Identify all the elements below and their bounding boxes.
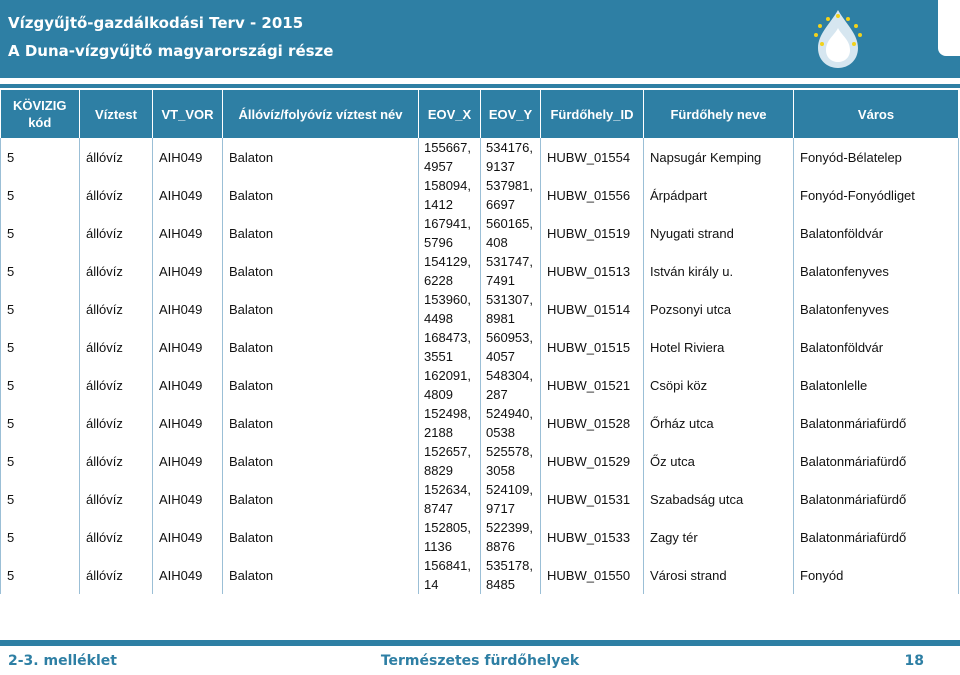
bathing-site-id-cell: HUBW_01533 [541, 518, 644, 556]
eov-x-cell-line2: 1136 [424, 539, 452, 554]
column-header: VT_VOR [153, 90, 223, 138]
eov-x-cell [419, 214, 481, 252]
eov-y-cell [481, 518, 541, 556]
eov-y-cell-line2: 3058 [486, 463, 515, 478]
table-row [1, 328, 959, 366]
eov-y-cell [481, 138, 541, 176]
eov-y-cell-line1: 560953, [486, 330, 533, 345]
kovizig-code-cell: 5 [1, 290, 80, 328]
eov-y-cell [481, 556, 541, 594]
water-body-type-cell: állóvíz [80, 138, 153, 176]
column-header: EOV_X [419, 90, 481, 138]
eov-y-cell [481, 290, 541, 328]
city-cell: Balatonföldvár [794, 214, 959, 252]
eov-x-cell [419, 480, 481, 518]
eov-x-cell-line2: 5796 [424, 235, 453, 250]
table-row [1, 404, 959, 442]
vt-vor-cell: AIH049 [153, 480, 223, 518]
bathing-site-name-cell: Napsugár Kemping [644, 138, 794, 176]
eov-y-cell-line1: 522399, [486, 520, 533, 535]
kovizig-code-cell: 5 [1, 328, 80, 366]
eov-x-cell-line2: 4957 [424, 159, 453, 174]
eov-y-cell-line2: 4057 [486, 349, 515, 364]
water-body-name-cell: Balaton [223, 176, 419, 214]
city-cell: Fonyód-Bélatelep [794, 138, 959, 176]
city-cell: Fonyód [794, 556, 959, 594]
bathing-site-name-cell: Őz utca [644, 442, 794, 480]
water-body-name-cell: Balaton [223, 290, 419, 328]
column-header: Város [794, 90, 959, 138]
water-body-type-cell: állóvíz [80, 214, 153, 252]
water-body-name-cell: Balaton [223, 518, 419, 556]
bathing-site-name-cell: Szabadság utca [644, 480, 794, 518]
bathing-site-id-cell: HUBW_01550 [541, 556, 644, 594]
city-cell: Fonyód-Fonyódliget [794, 176, 959, 214]
bathing-sites-table [0, 90, 959, 594]
column-header: EOV_Y [481, 90, 541, 138]
water-body-name-cell: Balaton [223, 214, 419, 252]
section-title: Természetes fürdőhelyek [380, 653, 580, 669]
eov-y-cell [481, 328, 541, 366]
bathing-site-id-cell: HUBW_01529 [541, 442, 644, 480]
water-body-name-cell: Balaton [223, 138, 419, 176]
eov-y-cell-line1: 524940, [486, 406, 533, 421]
eov-x-cell-line1: 153960, [424, 292, 471, 307]
table-row [1, 366, 959, 404]
eov-y-cell-line2: 8876 [486, 539, 515, 554]
eov-x-cell [419, 556, 481, 594]
eov-y-cell-line2: 6697 [486, 197, 515, 212]
vt-vor-cell: AIH049 [153, 556, 223, 594]
bathing-site-name-cell: Pozsonyi utca [644, 290, 794, 328]
kovizig-code-cell: 5 [1, 518, 80, 556]
city-cell: Balatonmáriafürdő [794, 442, 959, 480]
eov-x-cell-line1: 152634, [424, 482, 471, 497]
vt-vor-cell: AIH049 [153, 518, 223, 556]
eov-x-cell-line2: 4498 [424, 311, 453, 326]
eov-x-cell-line1: 155667, [424, 140, 471, 155]
eov-x-cell-line1: 152805, [424, 520, 471, 535]
eov-y-cell-line1: 531747, [486, 254, 533, 269]
water-body-type-cell: állóvíz [80, 328, 153, 366]
footer-divider [0, 640, 960, 646]
document-subtitle: A Duna-vízgyűjtő magyarországi része [8, 42, 334, 60]
water-body-type-cell: állóvíz [80, 442, 153, 480]
vt-vor-cell: AIH049 [153, 404, 223, 442]
eov-y-cell-line2: 7491 [486, 273, 515, 288]
eov-y-cell-line2: 8981 [486, 311, 515, 326]
kovizig-code-cell: 5 [1, 252, 80, 290]
bathing-site-name-cell: Városi strand [644, 556, 794, 594]
eov-x-cell-line2: 2188 [424, 425, 453, 440]
table-row [1, 442, 959, 480]
eov-x-cell [419, 138, 481, 176]
bathing-site-name-cell: Nyugati strand [644, 214, 794, 252]
bathing-site-name-cell: Hotel Riviera [644, 328, 794, 366]
water-body-type-cell: állóvíz [80, 480, 153, 518]
bathing-site-id-cell: HUBW_01521 [541, 366, 644, 404]
eov-x-cell-line1: 158094, [424, 178, 471, 193]
eov-y-cell [481, 366, 541, 404]
eov-x-cell [419, 442, 481, 480]
table-row [1, 290, 959, 328]
table-row [1, 138, 959, 176]
kovizig-code-cell: 5 [1, 366, 80, 404]
eov-x-cell [419, 518, 481, 556]
header-corner [938, 0, 960, 56]
eov-x-cell-line2: 8747 [424, 501, 453, 516]
eov-x-cell-line1: 162091, [424, 368, 471, 383]
city-cell: Balatonlelle [794, 366, 959, 404]
column-header: Víztest [80, 90, 153, 138]
kovizig-code-cell: 5 [1, 138, 80, 176]
eov-y-cell-line1: 535178, [486, 558, 533, 573]
eov-y-cell [481, 442, 541, 480]
city-cell: Balatonmáriafürdő [794, 518, 959, 556]
city-cell: Balatonfenyves [794, 290, 959, 328]
eov-x-cell [419, 252, 481, 290]
water-body-type-cell: állóvíz [80, 176, 153, 214]
water-body-type-cell: állóvíz [80, 290, 153, 328]
eov-x-cell-line1: 154129, [424, 254, 471, 269]
eov-y-cell [481, 176, 541, 214]
bathing-site-name-cell: István király u. [644, 252, 794, 290]
city-cell: Balatonmáriafürdő [794, 480, 959, 518]
column-header: Fürdőhely neve [644, 90, 794, 138]
eov-y-cell-line2: 9717 [486, 501, 515, 516]
column-header: Fürdőhely_ID [541, 90, 644, 138]
eov-x-cell-line1: 168473, [424, 330, 471, 345]
bathing-site-id-cell: HUBW_01515 [541, 328, 644, 366]
vt-vor-cell: AIH049 [153, 442, 223, 480]
eov-y-cell [481, 214, 541, 252]
water-body-type-cell: állóvíz [80, 404, 153, 442]
eov-x-cell-line1: 156841, [424, 558, 471, 573]
eov-x-cell-line2: 14 [424, 577, 439, 592]
eov-y-cell-line1: 524109, [486, 482, 533, 497]
table-row [1, 518, 959, 556]
eov-x-cell-line2: 8829 [424, 463, 453, 478]
table-header-row [1, 90, 959, 138]
table-row [1, 176, 959, 214]
vt-vor-cell: AIH049 [153, 328, 223, 366]
bathing-site-name-cell: Csöpi köz [644, 366, 794, 404]
water-body-type-cell: állóvíz [80, 252, 153, 290]
bathing-site-id-cell: HUBW_01513 [541, 252, 644, 290]
bathing-site-id-cell: HUBW_01528 [541, 404, 644, 442]
eov-y-cell-line1: 537981, [486, 178, 533, 193]
water-body-name-cell: Balaton [223, 366, 419, 404]
city-cell: Balatonfenyves [794, 252, 959, 290]
eu-water-drop-logo-icon [806, 6, 870, 70]
eov-y-cell-line1: 534176, [486, 140, 533, 155]
eov-x-cell [419, 366, 481, 404]
page-header [0, 0, 960, 78]
vt-vor-cell: AIH049 [153, 366, 223, 404]
eov-x-cell-line1: 152498, [424, 406, 471, 421]
city-cell: Balatonföldvár [794, 328, 959, 366]
eov-x-cell-line2: 4809 [424, 387, 453, 402]
column-header: KÖVIZIG kód [1, 90, 80, 138]
bathing-site-id-cell: HUBW_01556 [541, 176, 644, 214]
eov-x-cell-line2: 6228 [424, 273, 453, 288]
vt-vor-cell: AIH049 [153, 290, 223, 328]
eov-y-cell-line1: 560165, [486, 216, 533, 231]
water-body-name-cell: Balaton [223, 556, 419, 594]
water-body-type-cell: állóvíz [80, 366, 153, 404]
water-body-name-cell: Balaton [223, 328, 419, 366]
header-divider [0, 84, 960, 88]
vt-vor-cell: AIH049 [153, 138, 223, 176]
column-header: Állóvíz/folyóvíz víztest név [223, 90, 419, 138]
vt-vor-cell: AIH049 [153, 176, 223, 214]
bathing-site-id-cell: HUBW_01531 [541, 480, 644, 518]
table-row [1, 214, 959, 252]
water-body-name-cell: Balaton [223, 404, 419, 442]
eov-y-cell-line2: 8485 [486, 577, 515, 592]
bathing-site-id-cell: HUBW_01554 [541, 138, 644, 176]
bathing-site-name-cell: Zagy tér [644, 518, 794, 556]
table-row [1, 556, 959, 594]
eov-x-cell-line2: 1412 [424, 197, 453, 212]
eov-y-cell-line1: 525578, [486, 444, 533, 459]
vt-vor-cell: AIH049 [153, 252, 223, 290]
kovizig-code-cell: 5 [1, 214, 80, 252]
eov-y-cell [481, 480, 541, 518]
document-title: Vízgyűjtő-gazdálkodási Terv - 2015 [8, 14, 304, 32]
bathing-site-name-cell: Árpádpart [644, 176, 794, 214]
eov-x-cell-line1: 152657, [424, 444, 471, 459]
eov-y-cell [481, 404, 541, 442]
water-body-type-cell: állóvíz [80, 556, 153, 594]
eov-y-cell-line1: 531307, [486, 292, 533, 307]
bathing-site-id-cell: HUBW_01519 [541, 214, 644, 252]
kovizig-code-cell: 5 [1, 442, 80, 480]
kovizig-code-cell: 5 [1, 404, 80, 442]
vt-vor-cell: AIH049 [153, 214, 223, 252]
water-body-name-cell: Balaton [223, 252, 419, 290]
water-body-type-cell: állóvíz [80, 518, 153, 556]
eov-x-cell-line2: 3551 [424, 349, 453, 364]
eov-y-cell-line1: 548304, [486, 368, 533, 383]
water-body-name-cell: Balaton [223, 480, 419, 518]
eov-y-cell-line2: 9137 [486, 159, 515, 174]
appendix-label: 2-3. melléklet [8, 653, 117, 669]
water-body-name-cell: Balaton [223, 442, 419, 480]
city-cell: Balatonmáriafürdő [794, 404, 959, 442]
table-row [1, 480, 959, 518]
eov-y-cell [481, 252, 541, 290]
kovizig-code-cell: 5 [1, 176, 80, 214]
eov-x-cell [419, 328, 481, 366]
bathing-site-name-cell: Őrház utca [644, 404, 794, 442]
eov-y-cell-line2: 0538 [486, 425, 515, 440]
table-row [1, 252, 959, 290]
kovizig-code-cell: 5 [1, 480, 80, 518]
bathing-site-id-cell: HUBW_01514 [541, 290, 644, 328]
eov-y-cell-line2: 408 [486, 235, 508, 250]
page-number: 18 [904, 653, 924, 669]
kovizig-code-cell: 5 [1, 556, 80, 594]
table-body [1, 138, 959, 594]
eov-x-cell [419, 290, 481, 328]
eov-x-cell [419, 404, 481, 442]
eov-x-cell [419, 176, 481, 214]
eov-y-cell-line2: 287 [486, 387, 508, 402]
eov-x-cell-line1: 167941, [424, 216, 471, 231]
